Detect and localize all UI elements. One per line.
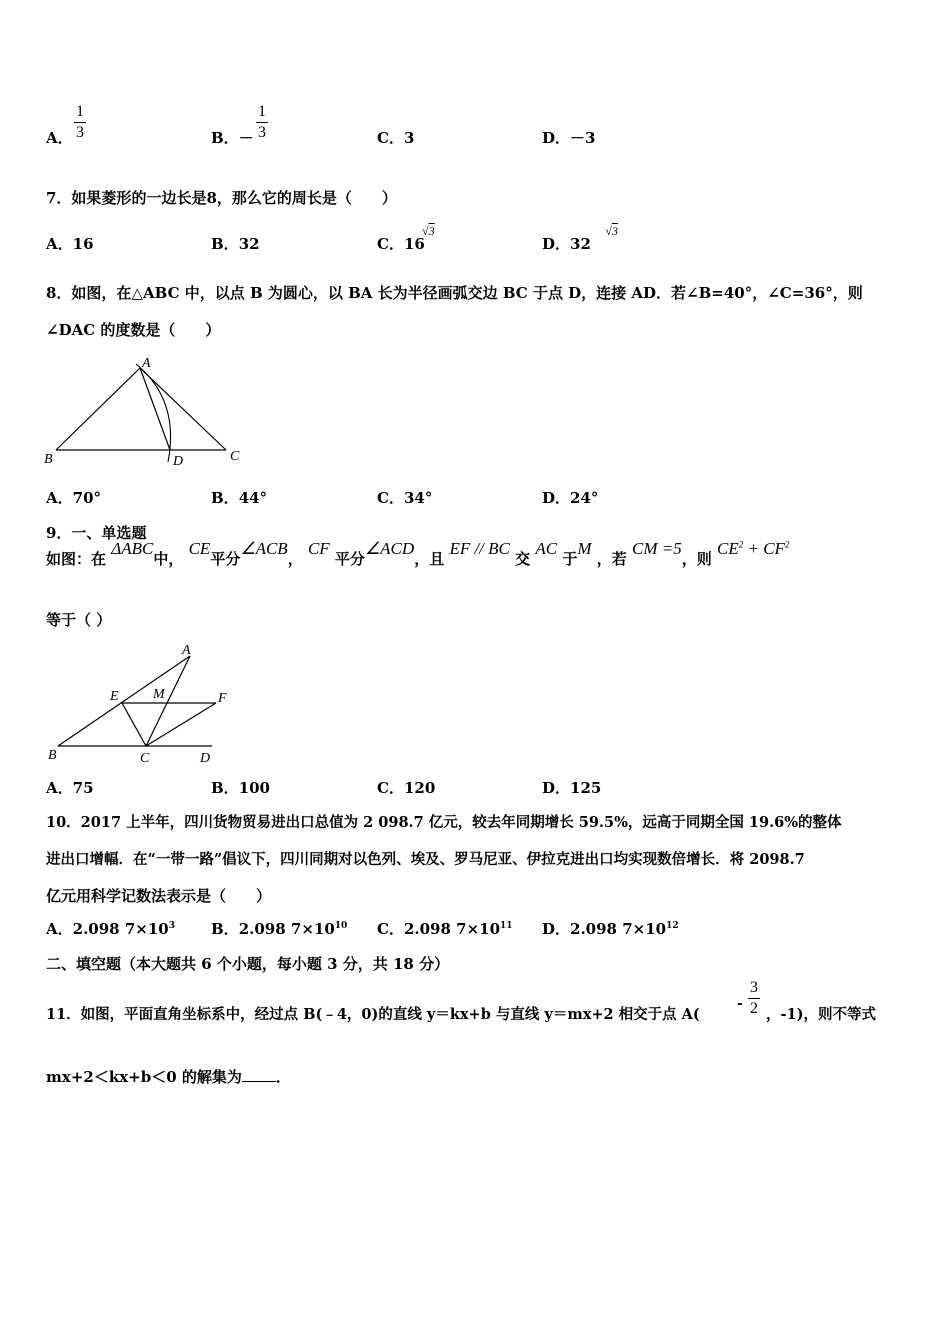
q9-stem-line1	[46, 539, 790, 569]
q10-option-a	[46, 918, 175, 939]
q9-text-9: ，若	[596, 550, 627, 568]
q7-option-d	[542, 233, 591, 254]
q9-math-9: CM =5	[632, 539, 682, 558]
q10-option-d-base: 2.098 7×10	[570, 920, 667, 938]
q8-triangle-figure	[40, 350, 250, 470]
q9-text-4: ，	[287, 550, 303, 568]
q10-option-c	[377, 918, 513, 939]
q9-math-4: CF	[307, 539, 330, 558]
segment-ac	[140, 368, 226, 450]
q6-a-numerator: 1	[76, 103, 84, 120]
q9-math-6: EF // BC	[449, 539, 510, 558]
q8-option-d	[542, 487, 598, 508]
label-d: D	[200, 751, 211, 766]
label-a: A	[142, 356, 151, 371]
q10-line2: 进出口增幅．在“一带一路”倡议下，四川同期对以色列、埃及、罗马尼亚、伊拉克进出口均实现数倍增长．将 2098.7	[46, 851, 805, 868]
q7-d-radicand: 3	[611, 224, 618, 238]
q9-text-10: ，则	[681, 550, 712, 568]
q6-b-denominator: 3	[258, 124, 266, 141]
q7-option-c-label: C．	[377, 235, 404, 253]
q9-option-b-label: B．	[211, 779, 239, 797]
label-c: C	[140, 751, 150, 766]
q9-option-b-value: 100	[238, 779, 270, 797]
section-2-title: 二、填空题（本大题共 6 个小题，每小题 3 分，共 18 分）	[46, 955, 450, 973]
q9-text-7: 交	[515, 550, 531, 568]
q9-text-8: 于	[562, 550, 578, 568]
q6-option-a	[46, 127, 73, 148]
q7-option-b-value: 32	[238, 235, 260, 253]
q6-option-a-label: A．	[46, 129, 73, 147]
q7-option-d-label: D．	[542, 235, 571, 253]
q6-option-b-fraction	[256, 103, 268, 142]
q9-text-1: 如图：在	[46, 550, 107, 568]
q10-option-c-exp: 11	[500, 921, 513, 931]
q9-text-5: 平分	[334, 550, 365, 568]
q7-option-c	[377, 233, 425, 254]
q7-option-a-value: 16	[72, 235, 94, 253]
q7-stem: 7．如果菱形的一边长是8，那么它的周长是（ ）	[46, 189, 397, 207]
q6-option-d-label: D．	[542, 129, 571, 147]
q6-option-b-label: B．	[211, 129, 239, 147]
q9-option-b	[211, 777, 270, 798]
q11-line2-end: ．	[275, 1068, 291, 1086]
q6-b-numerator: 1	[258, 103, 266, 120]
q10-option-a-exp: 3	[168, 921, 175, 931]
q9-figure	[40, 638, 240, 768]
q7-option-b	[211, 233, 260, 254]
q9-math-2: CE	[188, 539, 211, 558]
q6-option-d-value: －3	[570, 129, 596, 147]
q9-text-6: ，且	[414, 550, 445, 568]
q10-option-d-exp: 12	[666, 921, 679, 931]
q6-option-b-prefix: －	[238, 129, 254, 147]
q11-denominator: 2	[750, 1000, 758, 1017]
q11-line1-pre: 11．如图，平面直角坐标系中，经过点 B(﹣4，0)的直线 y＝kx+b 与直线 y＝mx+2 相交于点 A(	[46, 1006, 700, 1023]
q6-option-b	[211, 127, 254, 148]
q6-option-c-value: 3	[403, 129, 415, 147]
q9-math-10	[717, 539, 789, 558]
q9-math-1: ΔABC	[111, 539, 154, 558]
q11-fraction	[748, 979, 760, 1018]
segment-ec	[122, 703, 146, 746]
q6-option-a-fraction	[74, 103, 86, 142]
q10-option-b-base: 2.098 7×10	[238, 920, 335, 938]
q8-option-c-label: C．	[377, 489, 404, 507]
q6-option-c	[377, 127, 414, 148]
q9-text-3: 平分	[210, 550, 241, 568]
q9-option-d-value: 125	[570, 779, 602, 797]
q11-line1-post: ，-1)，则不等式	[766, 1006, 876, 1023]
segment-ad	[140, 368, 170, 450]
q9-option-a	[46, 777, 94, 798]
q11-numerator: 3	[750, 979, 758, 996]
q8-option-b-label: B．	[211, 489, 239, 507]
q10-option-b-exp: 10	[334, 921, 348, 931]
label-e: E	[110, 689, 119, 704]
q9-heading: 9．一、单选题	[46, 524, 147, 542]
q9-sup-1: 2	[738, 539, 744, 550]
fraction-bar	[74, 122, 86, 123]
q7-option-c-radical	[422, 224, 435, 239]
q6-option-d	[542, 127, 595, 148]
q11-line2	[46, 1066, 291, 1087]
q6-a-denominator: 3	[76, 124, 84, 141]
label-b: B	[44, 452, 53, 467]
q7-option-d-radical	[605, 224, 618, 239]
q9-option-a-value: 75	[72, 779, 94, 797]
q7-c-radicand: 3	[428, 224, 435, 238]
label-c: C	[230, 449, 240, 464]
fraction-bar	[748, 998, 760, 999]
q9-math-3: ∠ACB	[240, 539, 288, 558]
q9-math-8: M	[577, 539, 592, 558]
q10-line1: 10．2017 上半年，四川货物贸易进出口总值为 2 098.7 亿元，较去年同期增长 59.5%，远高于同期全国 19.6%的整体	[46, 814, 842, 831]
q9-option-c-label: C．	[377, 779, 404, 797]
q8-option-d-label: D．	[542, 489, 571, 507]
q9-option-d-label: D．	[542, 779, 571, 797]
q8-option-d-value: 24°	[570, 489, 599, 507]
q7-option-d-value: 32	[570, 235, 591, 253]
q8-stem-line1: 8．如图，在△ABC 中，以点 B 为圆心，以 BA 长为半径画弧交边 BC 于点 D，连接 AD．若∠B=40°，∠C=36°，则	[46, 284, 863, 302]
q7-option-b-label: B．	[211, 235, 239, 253]
q10-option-d-label: D．	[542, 920, 571, 938]
q9-option-c-value: 120	[403, 779, 436, 797]
q9-option-c	[377, 777, 435, 798]
q9-option-a-label: A．	[46, 779, 73, 797]
q9-math-7: AC	[535, 539, 558, 558]
q10-option-b-label: B．	[211, 920, 239, 938]
label-d: D	[173, 454, 184, 469]
q11-line2-text: mx+2＜kx+b＜0 的解集为	[46, 1068, 242, 1086]
q9-math-ce: CE	[717, 539, 739, 558]
q8-option-b-value: 44°	[238, 489, 268, 507]
q10-option-c-label: C．	[377, 920, 404, 938]
segment-ba	[58, 656, 190, 746]
q10-option-d	[542, 918, 679, 939]
segment-ba	[56, 368, 140, 450]
q7-option-a	[46, 233, 94, 254]
q6-option-c-label: C．	[377, 129, 404, 147]
q11-neg-sign: -	[737, 996, 743, 1012]
label-f: F	[218, 691, 227, 706]
q8-option-a-label: A．	[46, 489, 73, 507]
q8-option-c	[377, 487, 432, 508]
q9-text-2: 中，	[153, 550, 184, 568]
arc-center-b	[136, 364, 171, 462]
label-m: M	[153, 687, 165, 702]
q9-stem-line2: 等于（ ）	[46, 611, 112, 629]
q8-option-a-value: 70°	[72, 489, 102, 507]
q7-option-a-label: A．	[46, 235, 73, 253]
q8-option-b	[211, 487, 267, 508]
q9-option-d	[542, 777, 601, 798]
q8-option-c-value: 34°	[403, 489, 433, 507]
q7-option-c-value: 16	[403, 235, 425, 253]
fraction-bar	[256, 122, 268, 123]
q10-line3: 亿元用科学记数法表示是（ ）	[46, 887, 272, 905]
q10-option-a-base: 2.098 7×10	[72, 920, 169, 938]
q10-option-b	[211, 918, 347, 939]
q9-sup-2: 2	[784, 539, 790, 550]
label-b: B	[48, 748, 57, 763]
answer-blank[interactable]	[242, 1081, 276, 1082]
label-a: A	[182, 643, 191, 658]
q10-option-c-base: 2.098 7×10	[403, 920, 501, 938]
q8-option-a	[46, 487, 101, 508]
q9-math-5: ∠ACD	[364, 539, 415, 558]
q8-stem-line2: ∠DAC 的度数是（ ）	[46, 321, 221, 339]
q10-option-a-label: A．	[46, 920, 73, 938]
q9-math-cf: + CF	[747, 539, 785, 558]
